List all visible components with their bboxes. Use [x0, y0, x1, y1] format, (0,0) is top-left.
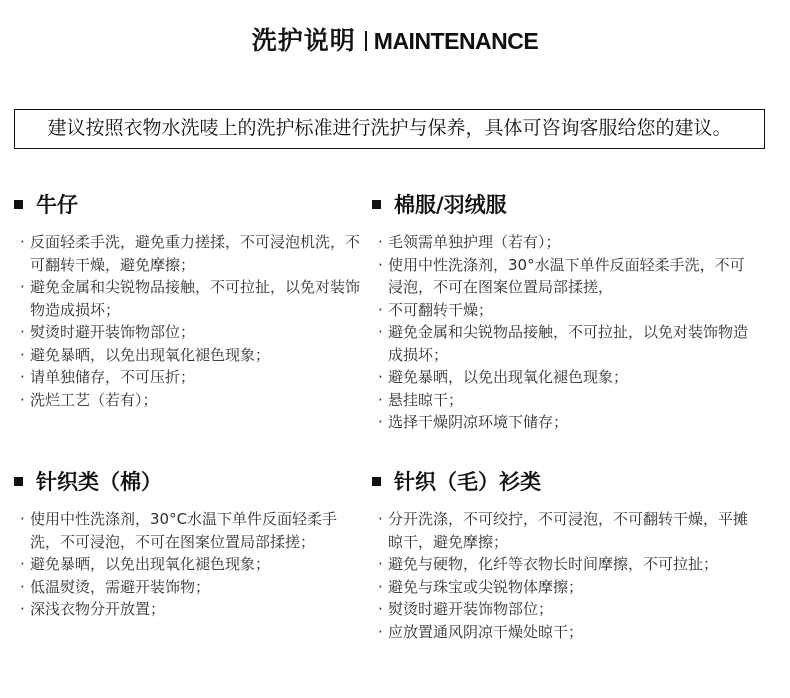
care-list: [14, 508, 360, 621]
list-item: · 请单独储存，不可压折；: [14, 366, 360, 389]
title-separator: [365, 31, 367, 51]
notice-box: 建议按照衣物水洗唛上的洗护标准进行洗护与保养，具体可咨询客服给您的建议。: [14, 109, 765, 149]
list-item: · 使用中性洗涤剂，30°C水温下单件反面轻柔手洗，不可浸泡，不可在图案位置局部揉搓；: [14, 508, 360, 553]
dot-bullet-icon: ·: [378, 413, 383, 431]
dot-bullet-icon: ·: [20, 345, 25, 364]
dot-bullet-icon: ·: [378, 510, 383, 528]
dot-bullet-icon: ·: [378, 368, 383, 386]
dot-bullet-icon: ·: [20, 600, 25, 618]
list-item: · 低温熨烫，需避开装饰物；: [14, 576, 360, 599]
section-title: 牛仔: [36, 193, 78, 217]
section-title: 棉服/羽绒服: [394, 193, 507, 217]
square-bullet-icon: [14, 477, 23, 486]
square-bullet-icon: [372, 477, 381, 486]
dot-bullet-icon: ·: [20, 278, 25, 296]
care-list: [372, 231, 756, 434]
list-item: · 避免金属和尖锐物品接触，不可拉扯，以免对装饰物造成损坏；: [14, 276, 360, 321]
section-wool-knit: [372, 466, 748, 643]
square-bullet-icon: [372, 200, 381, 209]
list-item: · 熨烫时避开装饰物部位；: [372, 598, 748, 621]
dot-bullet-icon: ·: [20, 368, 25, 386]
dot-bullet-icon: ·: [378, 622, 383, 641]
care-list: [372, 508, 748, 643]
dot-bullet-icon: ·: [378, 555, 383, 573]
dot-bullet-icon: ·: [378, 255, 383, 274]
dot-bullet-icon: ·: [378, 233, 383, 251]
page-title: [0, 24, 790, 58]
list-item: · 悬挂晾干；: [372, 389, 756, 412]
list-item: · 洗烂工艺（若有）；: [14, 389, 360, 412]
dot-bullet-icon: ·: [378, 323, 383, 341]
dot-bullet-icon: ·: [378, 390, 383, 409]
dot-bullet-icon: ·: [20, 233, 25, 251]
list-item: · 分开洗涤，不可绞拧，不可浸泡，不可翻转干燥，平摊晾干，避免摩擦；: [372, 508, 748, 553]
dot-bullet-icon: ·: [378, 600, 383, 618]
list-item: · 毛领需单独护理（若有）；: [372, 231, 756, 254]
section-header: [14, 466, 360, 496]
section-header: [372, 466, 748, 496]
square-bullet-icon: [14, 200, 23, 209]
dot-bullet-icon: ·: [20, 390, 25, 409]
section-cotton-knit: [14, 466, 360, 621]
list-item: · 避免暴晒，以免出现氧化褪色现象；: [372, 366, 756, 389]
list-item: · 选择干燥阴凉环境下储存；: [372, 411, 756, 434]
section-header: [372, 189, 756, 219]
section-title: 针织类（棉）: [36, 470, 162, 494]
title-en: MAINTENANCE: [373, 28, 539, 54]
list-item: · 熨烫时避开装饰物部位；: [14, 321, 360, 344]
list-item: · 应放置通风阴凉干燥处晾干；: [372, 621, 748, 644]
list-item: · 深浅衣物分开放置；: [14, 598, 360, 621]
dot-bullet-icon: ·: [378, 577, 383, 596]
section-down-jacket: [372, 189, 756, 434]
list-item: · 不可翻转干燥；: [372, 299, 756, 322]
dot-bullet-icon: ·: [20, 577, 25, 596]
list-item: · 避免金属和尖锐物品接触，不可拉扯，以免对装饰物造成损坏；: [372, 321, 756, 366]
care-list: [14, 231, 360, 411]
dot-bullet-icon: ·: [20, 555, 25, 573]
dot-bullet-icon: ·: [20, 510, 25, 528]
list-item: · 避免与硬物，化纤等衣物长时间摩擦，不可拉扯；: [372, 553, 748, 576]
dot-bullet-icon: ·: [378, 300, 383, 319]
title-cn: 洗护说明: [251, 26, 356, 55]
list-item: · 使用中性洗涤剂，30°水温下单件反面轻柔手洗，不可浸泡，不可在图案位置局部揉搓，: [372, 254, 756, 299]
section-title: 针织（毛）衫类: [394, 470, 541, 494]
section-header: [14, 189, 360, 219]
list-item: · 避免与珠宝或尖锐物体摩擦；: [372, 576, 748, 599]
dot-bullet-icon: ·: [20, 323, 25, 341]
list-item: · 反面轻柔手洗，避免重力搓揉，不可浸泡机洗，不可翻转干燥，避免摩擦；: [14, 231, 360, 276]
section-denim: [14, 189, 360, 411]
list-item: · 避免暴晒，以免出现氧化褪色现象；: [14, 344, 360, 367]
list-item: · 避免暴晒，以免出现氧化褪色现象；: [14, 553, 360, 576]
